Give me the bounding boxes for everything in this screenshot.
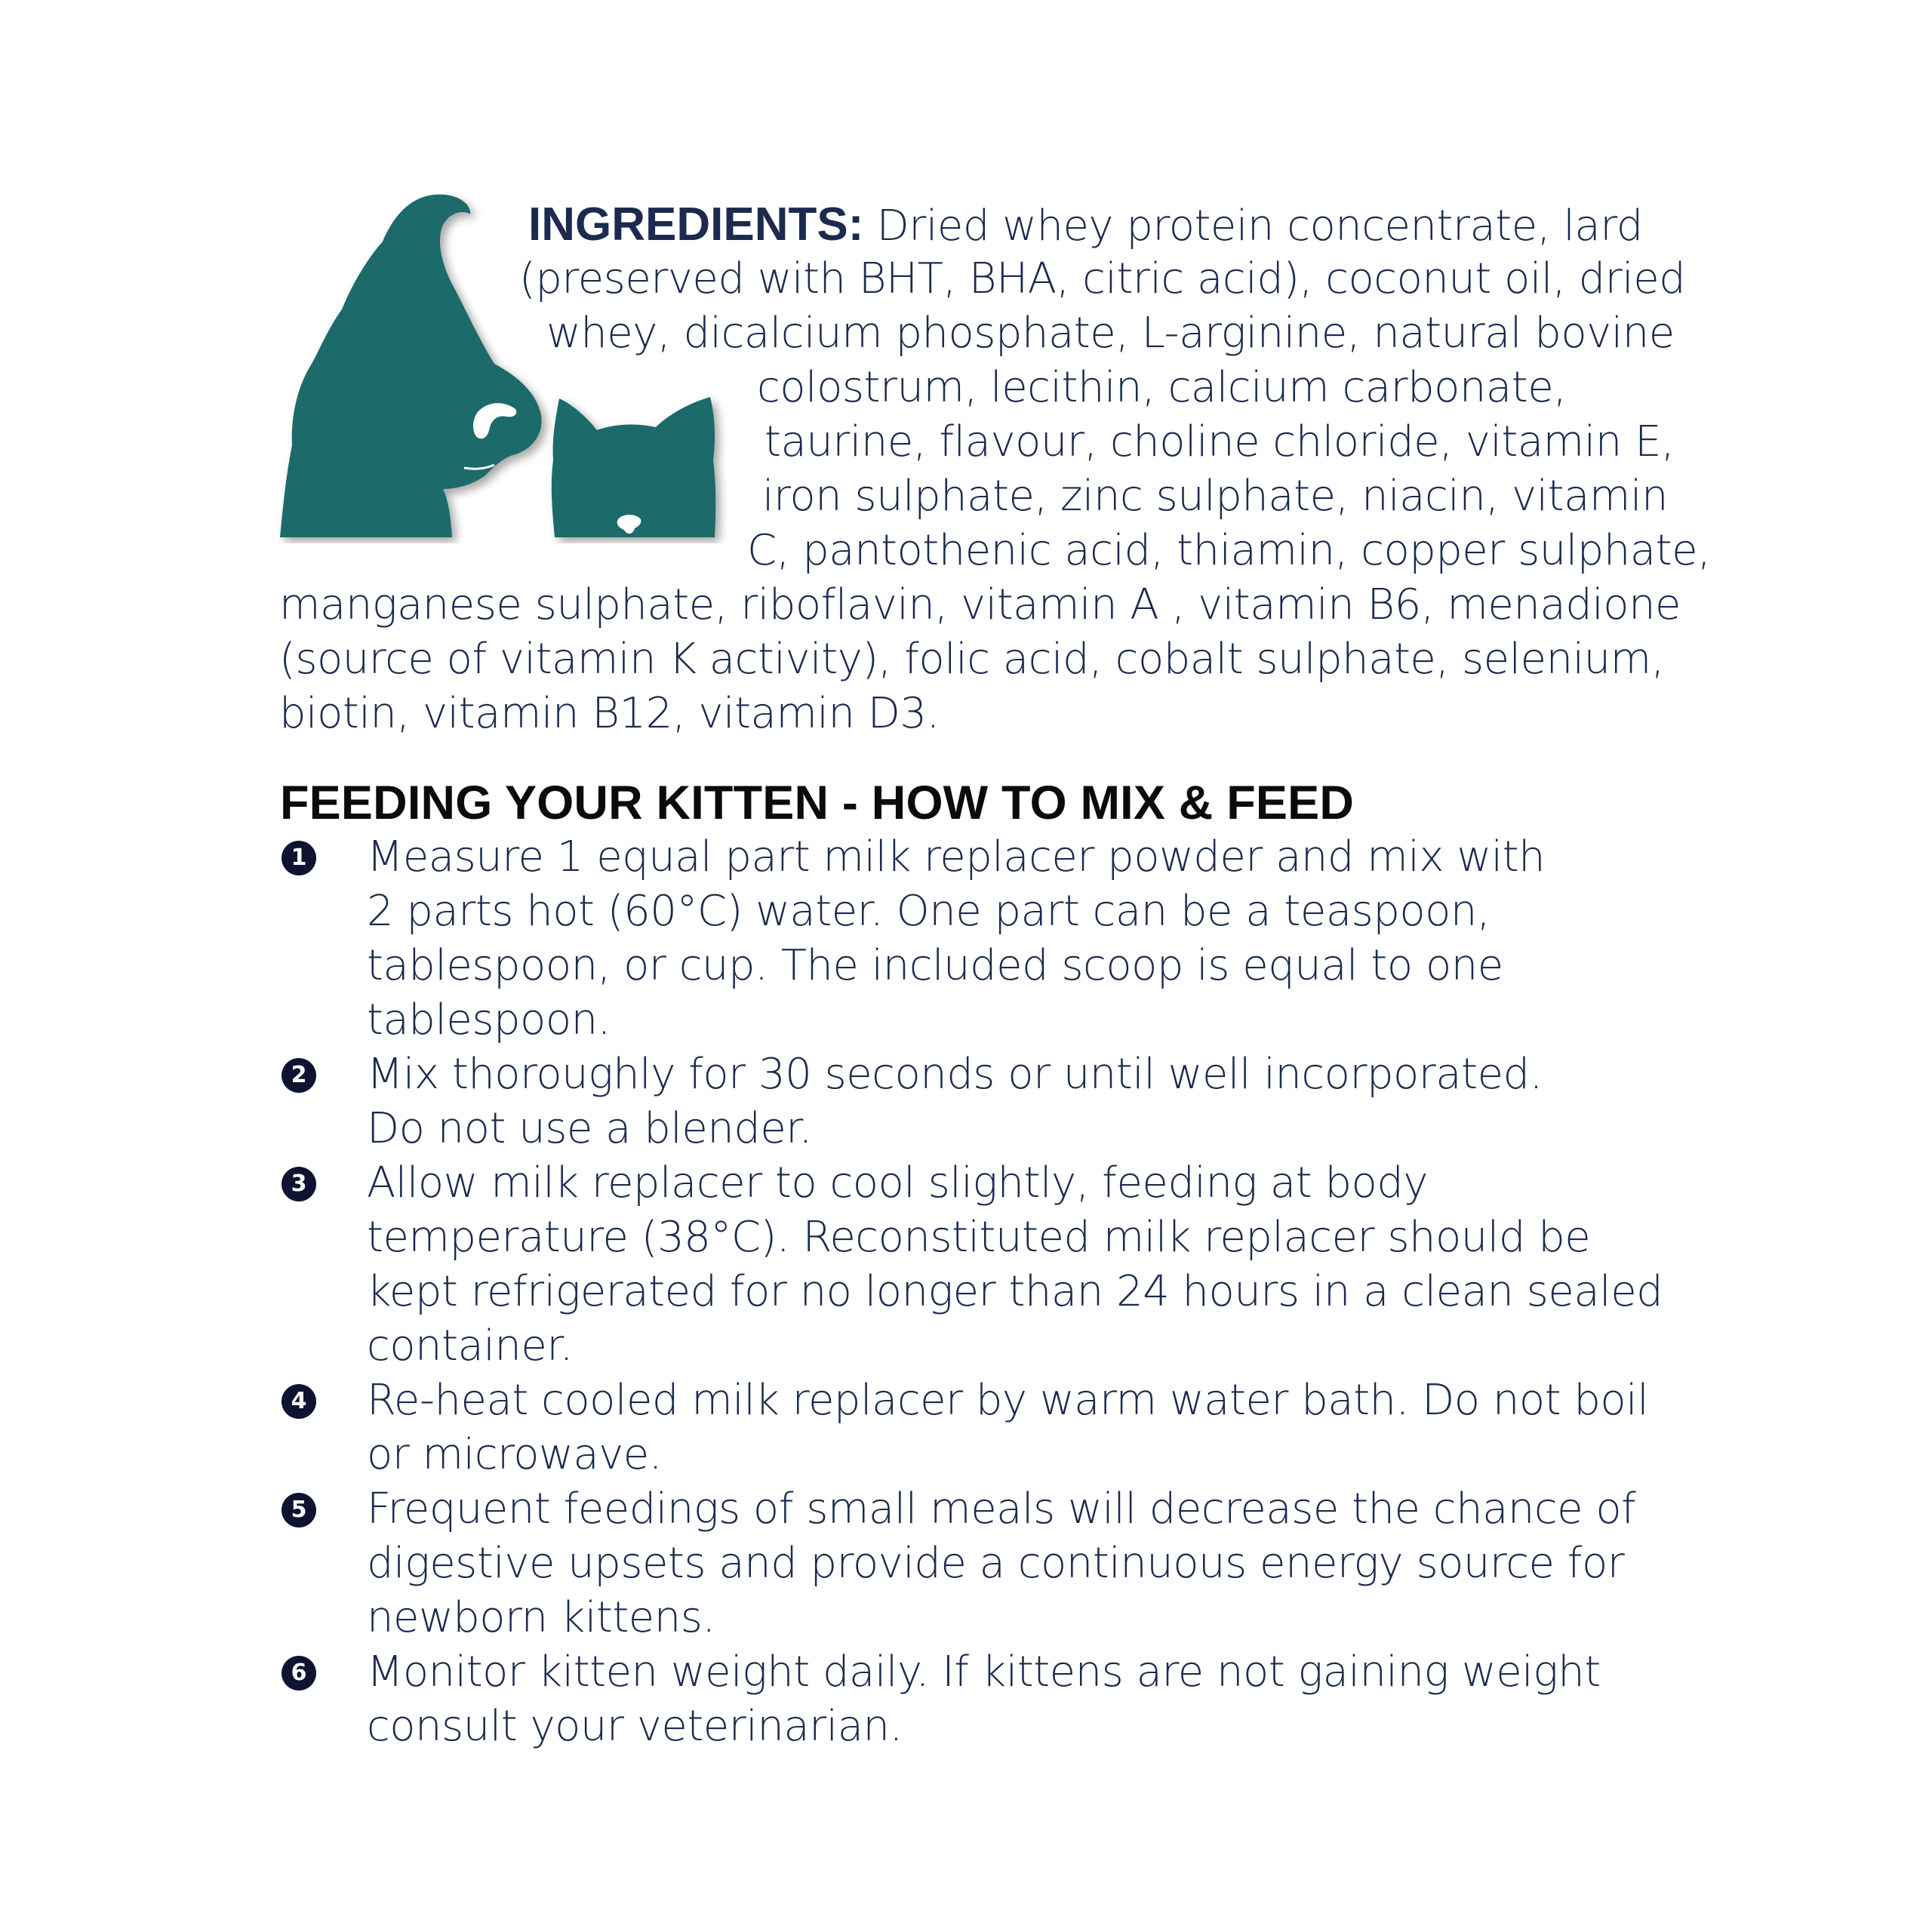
step-3-line-1: Allow milk replacer to cool slightly, feeding at body: [367, 1158, 1428, 1208]
step-5-line-3: newborn kittens.: [367, 1593, 715, 1642]
ingredients-line-3: whey, dicalcium phosphate, L-arginine, natural bovine: [546, 309, 1675, 358]
step-2-line-2: Do not use a blender.: [367, 1104, 812, 1153]
ingredients-line-8: manganese sulphate, riboflavin, vitamin A , vitamin B6, menadione: [279, 580, 1681, 629]
step-5-line-2: digestive upsets and provide a continuous energy source for: [367, 1539, 1625, 1588]
ingredients-line-6: iron sulphate, zinc sulphate, niacin, vitamin: [762, 472, 1669, 521]
step-6-line-2: consult your veterinarian.: [367, 1702, 903, 1751]
ingredients-text: Dried whey protein concentrate, lard: [876, 202, 1643, 251]
step-4-line-2: or microwave.: [367, 1430, 663, 1479]
step-number-badge: 4: [281, 1384, 316, 1419]
feeding-title: FEEDING YOUR KITTEN - HOW TO MIX & FEED: [280, 777, 1355, 829]
step-1-line-3: tablespoon, or cup. The included scoop is equal to one: [367, 941, 1503, 990]
step-1-line-2: 2 parts hot (60°C) water. One part can be a teaspoon,: [367, 887, 1491, 936]
step-3-line-3: kept refrigerated for no longer than 24 hours in a clean sealed: [367, 1267, 1663, 1316]
step-6-line-1: Monitor kitten weight daily. If kittens are not gaining weight: [367, 1647, 1601, 1697]
step-number-badge: 6: [281, 1656, 316, 1690]
step-number-badge: 2: [281, 1058, 316, 1093]
ingredients-line-10: biotin, vitamin B12, vitamin D3.: [279, 689, 940, 738]
ingredients-label: INGREDIENTS:: [528, 198, 864, 251]
step-2-line-1: Mix thoroughly for 30 seconds or until well incorporated.: [367, 1050, 1543, 1099]
ingredients-line-4: colostrum, lecithin, calcium carbonate,: [757, 363, 1567, 412]
step-number-badge: 5: [281, 1493, 316, 1527]
step-4-line-1: Re-heat cooled milk replacer by warm water bath. Do not boil: [367, 1376, 1649, 1425]
step-1-line-4: tablespoon.: [367, 995, 611, 1044]
step-3-line-4: container.: [367, 1321, 574, 1371]
step-number-badge: 3: [281, 1167, 316, 1201]
step-5-line-1: Frequent feedings of small meals will decrease the chance of: [367, 1484, 1636, 1534]
ingredients-line-1: [528, 198, 1643, 254]
ingredients-line-9: (source of vitamin K activity), folic acid, cobalt sulphate, selenium,: [279, 635, 1665, 684]
ingredients-line-7: C, pantothenic acid, thiamin, copper sulphate,: [747, 526, 1711, 575]
dog-silhouette: [280, 195, 542, 537]
ingredients-line-5: taurine, flavour, choline chloride, vitamin E,: [764, 417, 1675, 466]
step-number-badge: 1: [281, 841, 316, 875]
ingredients-line-2: (preserved with BHT, BHA, citric acid), coconut oil, dried: [519, 254, 1686, 303]
step-3-line-2: temperature (38°C). Reconstituted milk replacer should be: [367, 1213, 1591, 1262]
step-1-line-1: Measure 1 equal part milk replacer powder and mix with: [367, 832, 1546, 881]
